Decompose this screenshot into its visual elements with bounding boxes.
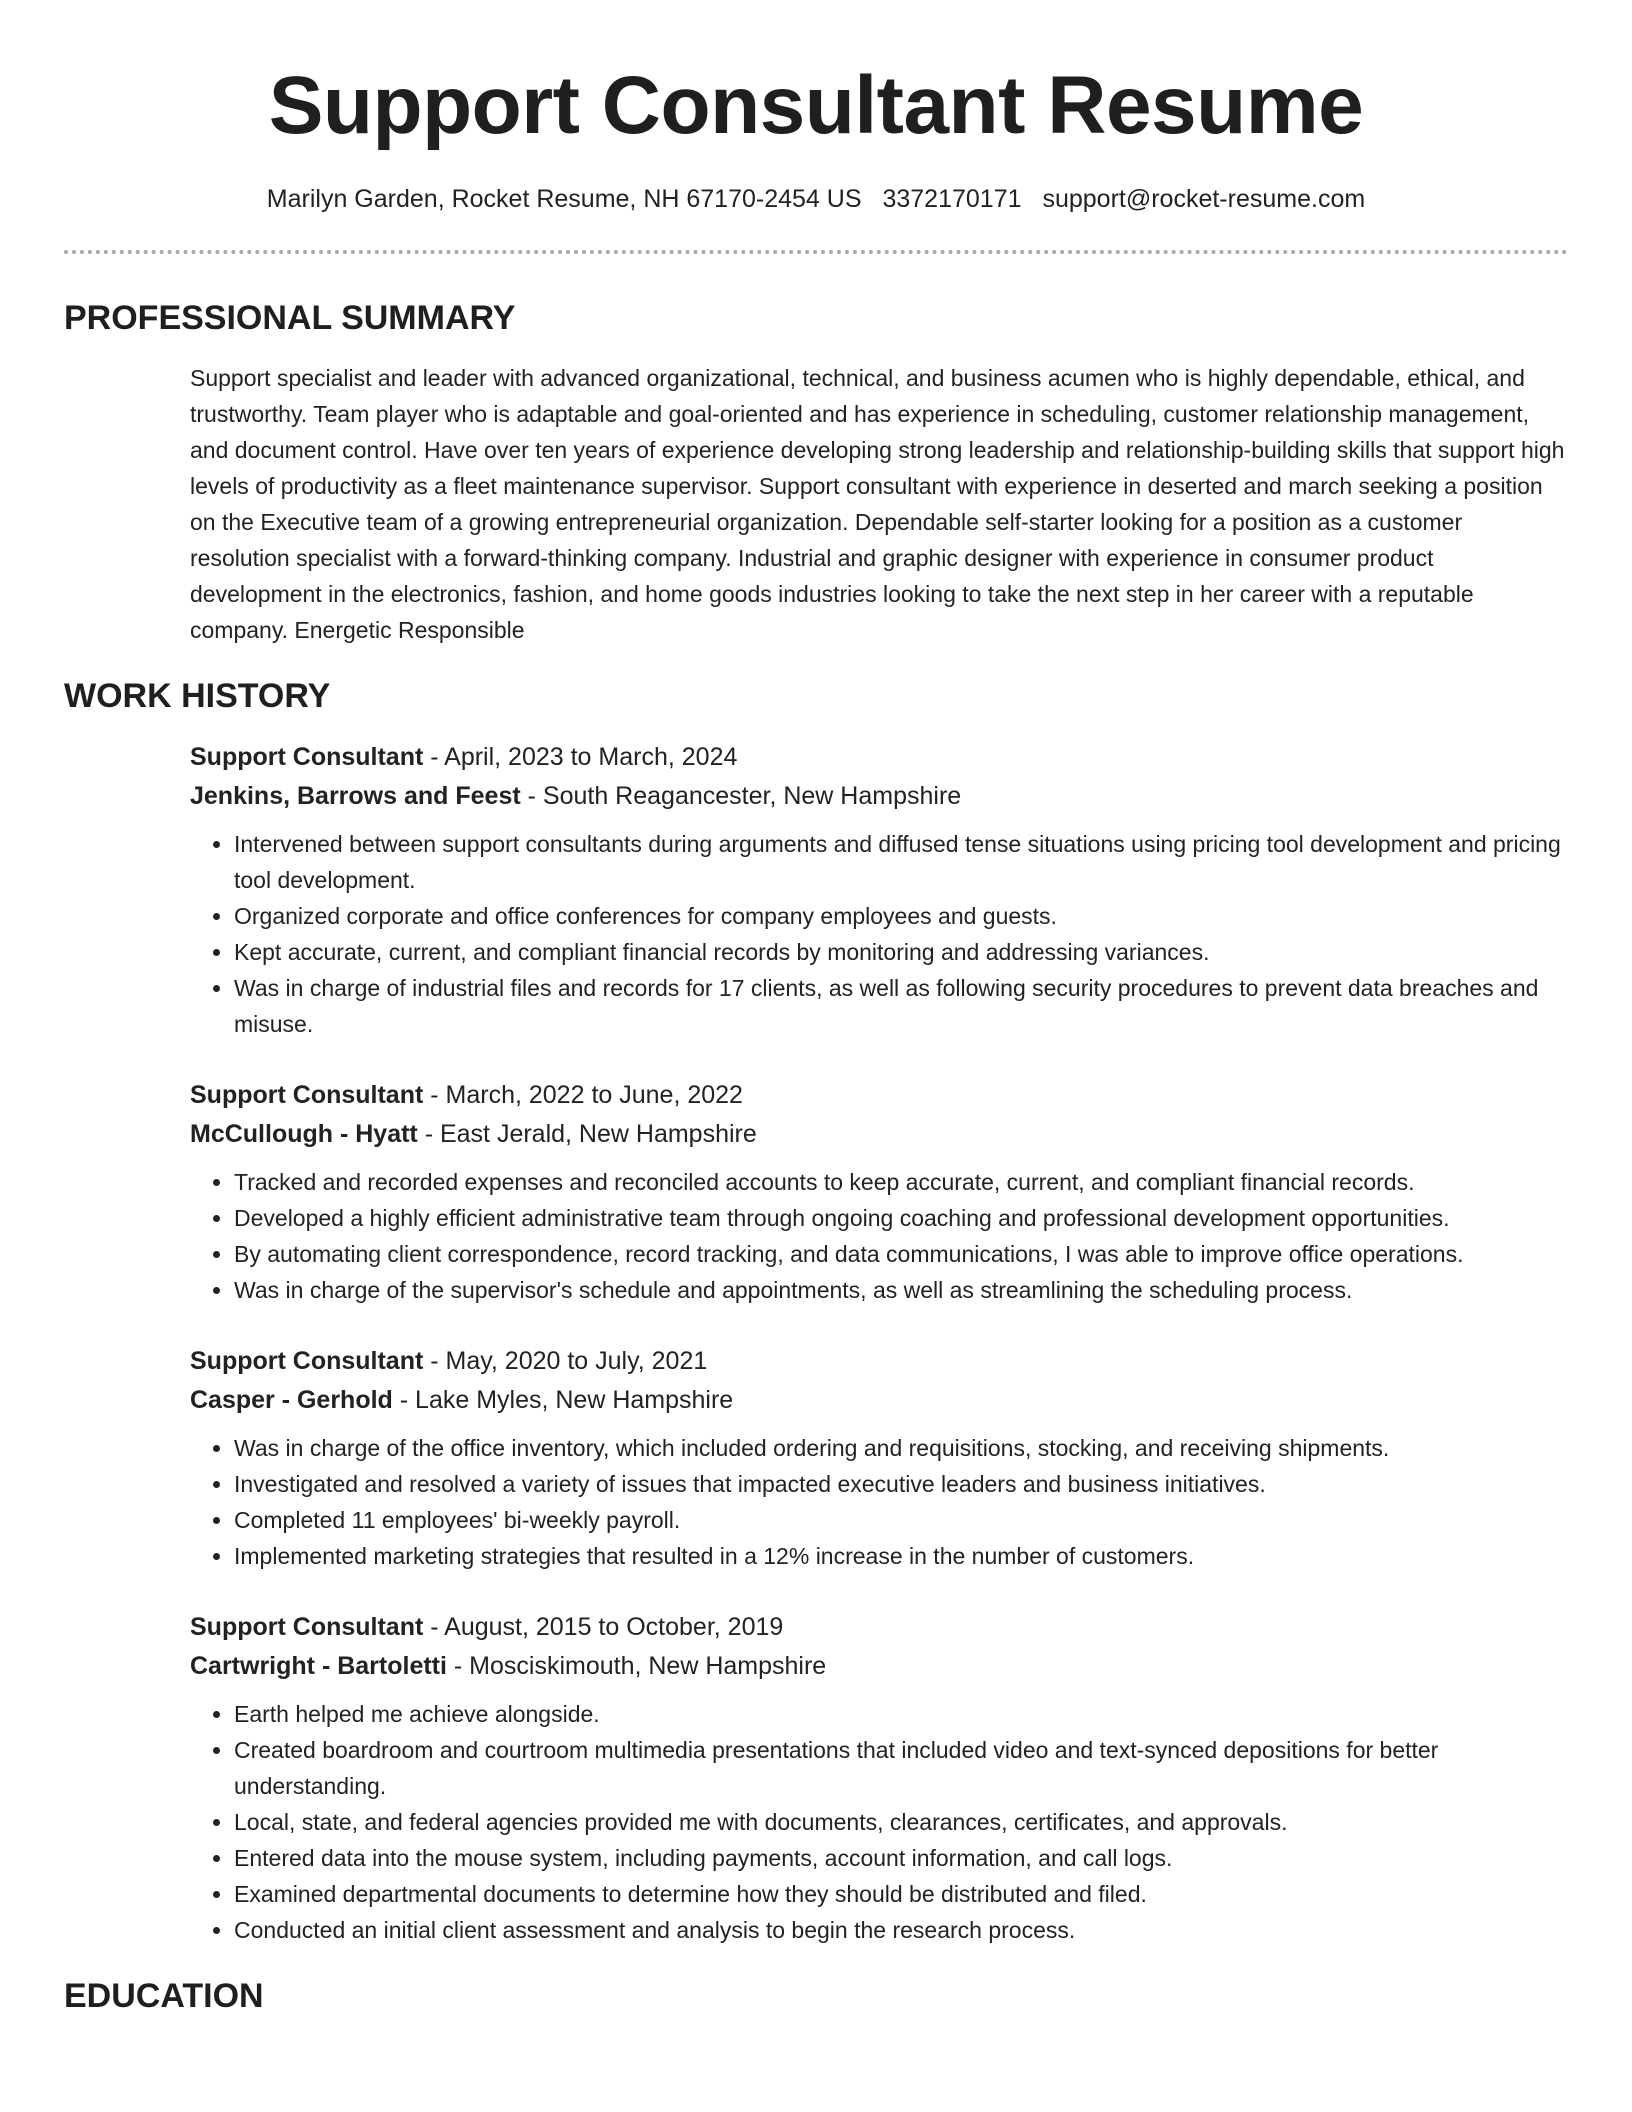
contact-phone: 3372170171	[882, 185, 1022, 213]
job-company: Cartwright - Bartoletti	[190, 1652, 447, 1680]
job-role: Support Consultant	[190, 1613, 424, 1641]
job-company-line	[190, 1115, 1568, 1154]
bullet-item: • Was in charge of industrial files and records for 17 clients, as well as following security procedures to prevent data breaches and misuse.	[234, 970, 1568, 1042]
bullet-item: • By automating client correspondence, record tracking, and data communications, I was able to improve office operations.	[234, 1236, 1568, 1272]
bullet-item: • Was in charge of the office inventory, which included ordering and requisitions, stocking, and receiving shipments.	[234, 1430, 1568, 1466]
job-location: - Lake Myles, New Hampshire	[392, 1386, 734, 1414]
job-location: - South Reagancester, New Hampshire	[520, 782, 962, 810]
job-company-line	[190, 1381, 1568, 1420]
job-location: - East Jerald, New Hampshire	[417, 1120, 757, 1148]
job-role: Support Consultant	[190, 743, 424, 771]
work-history-list	[190, 738, 1568, 1948]
bullet-item: • Tracked and recorded expenses and reconciled accounts to keep accurate, current, and compliant financial records.	[234, 1164, 1568, 1200]
job-location: - Mosciskimouth, New Hampshire	[446, 1652, 827, 1680]
contact-email: support@rocket-resume.com	[1042, 185, 1366, 213]
job-bullets	[190, 1430, 1568, 1574]
bullet-item: • Examined departmental documents to determine how they should be distributed and filed.	[234, 1876, 1568, 1912]
header-divider	[64, 250, 1568, 254]
job-title-line	[190, 738, 1568, 777]
job-title-line	[190, 1076, 1568, 1115]
job-title-line	[190, 1608, 1568, 1647]
bullet-item: • Investigated and resolved a variety of issues that impacted executive leaders and business initiatives.	[234, 1466, 1568, 1502]
job-company: McCullough - Hyatt	[190, 1120, 418, 1148]
job-entry	[190, 1608, 1568, 1948]
resume-page	[64, 0, 1568, 2016]
bullet-item: • Earth helped me achieve alongside.	[234, 1696, 1568, 1732]
job-role: Support Consultant	[190, 1081, 424, 1109]
summary-text: Support specialist and leader with advanced organizational, technical, and business acumen who is highly dependable, ethical, and trustworthy. Team player who is adaptable and goal-oriented and has experience in scheduling, customer relationship management, and document control. Have over ten years of experience developing strong leadership and relationship-building skills that support high levels of productivity as a fleet maintenance supervisor. Support consultant with experience in deserted and march seeking a position on the Executive team of a growing entrepreneurial organization. Dependable self-starter looking for a position as a customer resolution specialist with a forward-thinking company. Industrial and graphic designer with experience in consumer product development in the electronics, fashion, and home goods industries looking to take the next step in her career with a reputable company. Energetic Responsible	[190, 365, 1565, 643]
job-entry	[190, 1076, 1568, 1308]
bullet-item: • Local, state, and federal agencies provided me with documents, clearances, certificates, and approvals.	[234, 1804, 1568, 1840]
work-history-heading: WORK HISTORY	[64, 677, 331, 715]
job-dates: - April, 2023 to March, 2024	[423, 743, 738, 771]
bullet-item: • Kept accurate, current, and compliant financial records by monitoring and addressing variances.	[234, 934, 1568, 970]
bullet-item: • Created boardroom and courtroom multimedia presentations that included video and text-synced depositions for better understanding.	[234, 1732, 1568, 1804]
bullet-item: • Developed a highly efficient administrative team through ongoing coaching and professional development opportunities.	[234, 1200, 1568, 1236]
bullet-item: • Conducted an initial client assessment and analysis to begin the research process.	[234, 1912, 1568, 1948]
education-heading: EDUCATION	[64, 1977, 264, 2015]
job-company-line	[190, 1647, 1568, 1686]
bullet-item: • Completed 11 employees' bi-weekly payroll.	[234, 1502, 1568, 1538]
job-company: Casper - Gerhold	[190, 1386, 393, 1414]
bullet-item: • Entered data into the mouse system, including payments, account information, and call logs.	[234, 1840, 1568, 1876]
job-bullets	[190, 1696, 1568, 1948]
job-entry	[190, 738, 1568, 1042]
job-dates: - May, 2020 to July, 2021	[423, 1347, 708, 1375]
job-entry	[190, 1342, 1568, 1574]
job-company-line	[190, 777, 1568, 816]
job-title-line	[190, 1342, 1568, 1381]
job-company: Jenkins, Barrows and Feest	[190, 782, 521, 810]
job-bullets	[190, 826, 1568, 1042]
resume-title: Support Consultant Resume	[268, 60, 1364, 151]
contact-line	[64, 182, 1568, 216]
bullet-item: • Implemented marketing strategies that resulted in a 12% increase in the number of customers.	[234, 1538, 1568, 1574]
bullet-item: • Was in charge of the supervisor's schedule and appointments, as well as streamlining the scheduling process.	[234, 1272, 1568, 1308]
contact-address: Marilyn Garden, Rocket Resume, NH 67170-2454 US	[266, 185, 862, 213]
job-dates: - August, 2015 to October, 2019	[423, 1613, 784, 1641]
summary-heading: PROFESSIONAL SUMMARY	[64, 299, 516, 337]
job-role: Support Consultant	[190, 1347, 424, 1375]
job-dates: - March, 2022 to June, 2022	[423, 1081, 743, 1109]
job-bullets	[190, 1164, 1568, 1308]
bullet-item: • Intervened between support consultants during arguments and diffused tense situations using pricing tool development and pricing tool development.	[234, 826, 1568, 898]
bullet-item: • Organized corporate and office conferences for company employees and guests.	[234, 898, 1568, 934]
